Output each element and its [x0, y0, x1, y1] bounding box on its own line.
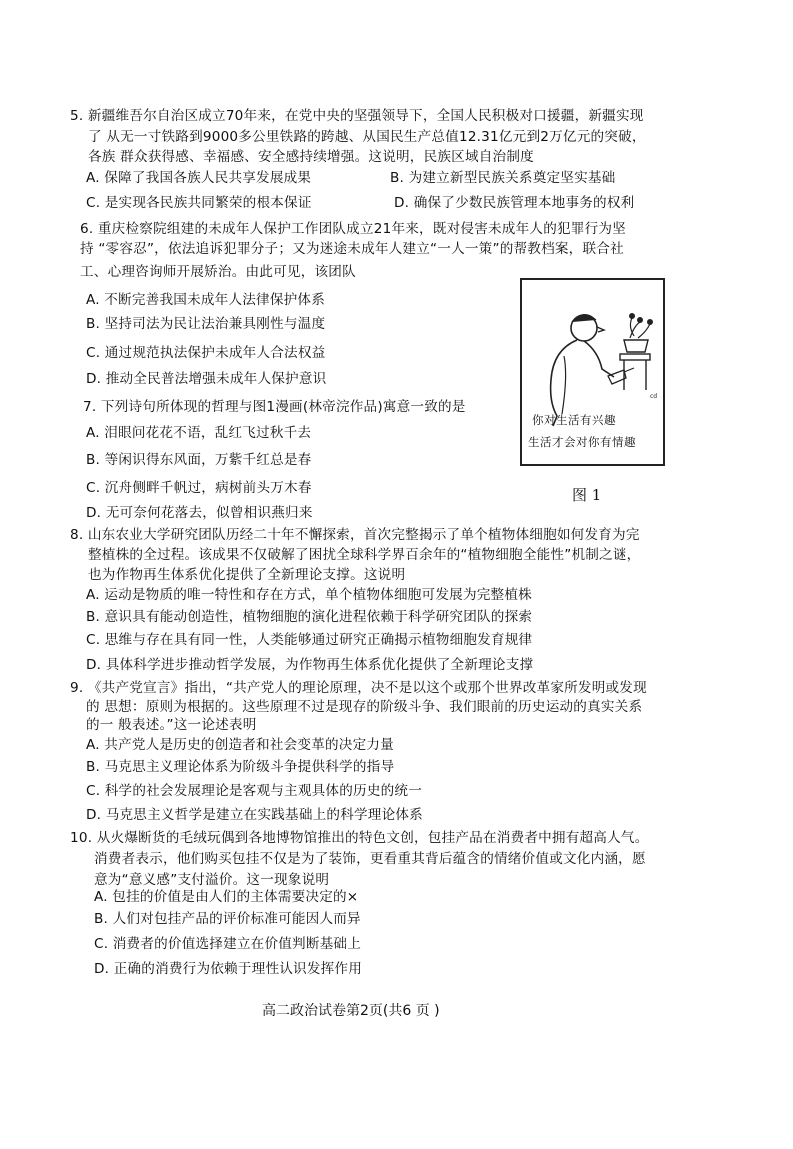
- q6-option-b: B. 坚持司法为民让法治兼具刚性与温度: [86, 316, 326, 332]
- cartoon-figure: [520, 278, 665, 466]
- q10-stem-line-2: 消费者表示，他们购买包挂不仅是为了装饰，更看重其背后蕴含的情绪价值或文化内涵，愿: [94, 851, 646, 867]
- q10-stem-line-1: 10. 从火爆断货的毛绒玩偶到各地博物馆推出的特色文创，包挂产品在消费者中拥有超高人气。: [70, 830, 649, 846]
- q7-option-a: A. 泪眼问花花不语，乱红飞过秋千去: [86, 425, 312, 441]
- q5-option-d: D. 确保了少数民族管理本地事务的权利: [394, 195, 635, 211]
- q8-stem-line-1: 8. 山东农业大学研究团队历经二十年不懈探索，首次完整揭示了单个植物体细胞如何发育为完: [70, 527, 640, 543]
- q9-stem-line-3: 的一 般表述。”这一论述表明: [86, 717, 257, 733]
- q9-option-a: A. 共产党人是历史的创造者和社会变革的决定力量: [86, 737, 394, 753]
- q10-option-d: D. 正确的消费行为依赖于理性认识发挥作用: [94, 961, 362, 977]
- q7-stem: 7. 下列诗句所体现的哲理与图1漫画(林帝浣作品)寓意一致的是: [83, 399, 466, 415]
- q5-stem-line-2: 了 从无一寸铁路到9000多公里铁路的跨越、从国民生产总值12.31亿元到2万亿元的突破，: [88, 129, 646, 145]
- q8-option-b: B. 意识具有能动创造性，植物细胞的演化进程依赖于科学研究团队的探索: [86, 609, 533, 625]
- q5-stem-line-3: 各族 群众获得感、幸福感、安全感持续增强。这说明，民族区域自治制度: [88, 149, 534, 165]
- q8-stem-line-3: 也为作物再生体系优化提供了全新理论支撑。这说明: [88, 567, 406, 583]
- q10-stem-line-3: 意为“意义感”支付溢价。这一现象说明: [94, 872, 330, 888]
- q10-option-a: A. 包挂的价值是由人们的主体需要决定的×: [94, 889, 359, 905]
- q9-stem-line-1: 9. 《共产党宣言》指出，“共产党人的理论原理，决不是以这个或那个世界改革家所发明或发现: [70, 680, 647, 696]
- cartoon-caption-line-2: 生活才会对你有情趣: [528, 435, 636, 449]
- q7-option-b: B. 等闲识得东风面，万紫千红总是春: [86, 452, 312, 468]
- q9-option-c: C. 科学的社会发展理论是客观与主观具体的历史的统一: [86, 783, 422, 799]
- q9-option-b: B. 马克思主义理论体系为阶级斗争提供科学的指导: [86, 759, 395, 775]
- q6-stem-line-3: 工、心理咨询师开展矫治。由此可见，该团队: [80, 264, 356, 280]
- q10-option-b: B. 人们对包挂产品的评价标准可能因人而异: [94, 911, 361, 927]
- q6-stem-line-2: 持 “零容忍”，依法追诉犯罪分子；又为迷途未成年人建立“一人一策”的帮教档案，联合社: [80, 241, 624, 257]
- page-footer: 高二政治试卷第2页(共6 页 ): [262, 1003, 440, 1019]
- q6-option-d: D. 推动全民普法增强未成年人保护意识: [86, 371, 327, 387]
- q7-option-c: C. 沉舟侧畔千帆过，病树前头万木春: [86, 480, 312, 496]
- q5-option-a: A. 保障了我国各族人民共享发展成果: [86, 170, 312, 186]
- cartoon-caption-line-1: 你对生活有兴趣: [532, 413, 616, 427]
- q8-option-a: A. 运动是物质的唯一特性和存在方式，单个植物体细胞可发展为完整植株: [86, 587, 532, 603]
- q8-stem-line-2: 整植株的全过程。该成果不仅破解了困扰全球科学界百余年的“植物细胞全能性”机制之谜，: [88, 547, 641, 563]
- q10-option-c: C. 消费者的价值选择建立在价值判断基础上: [94, 936, 362, 952]
- q6-option-a: A. 不断完善我国未成年人法律保护体系: [86, 292, 326, 308]
- q6-option-c: C. 通过规范执法保护未成年人合法权益: [86, 345, 326, 361]
- q8-option-c: C. 思维与存在具有同一性，人类能够通过研究正确揭示植物细胞发育规律: [86, 632, 533, 648]
- q9-stem-line-2: 的 思想：原则为根据的。这些原理不过是现存的阶级斗争、我们眼前的历史运动的真实关系: [86, 699, 643, 715]
- q9-option-d: D. 马克思主义哲学是建立在实践基础上的科学理论体系: [86, 807, 423, 823]
- figure-caption: 图 1: [572, 486, 602, 504]
- q5-option-c: C. 是实现各民族共同繁荣的根本保证: [86, 195, 312, 211]
- q5-option-b: B. 为建立新型民族关系奠定坚实基础: [390, 170, 616, 186]
- svg-text:cd: cd: [650, 393, 658, 400]
- q5-stem-line-1: 5. 新疆维吾尔自治区成立70年来，在党中央的坚强领导下，全国人民积极对口援疆，新疆实现: [70, 108, 644, 124]
- q8-option-d: D. 具体科学进步推动哲学发展，为作物再生体系优化提供了全新理论支撑: [86, 657, 534, 673]
- q6-stem-line-1: 6. 重庆检察院组建的未成年人保护工作团队成立21年来，既对侵害未成年人的犯罪行为坚: [80, 221, 626, 237]
- q7-option-d: D. 无可奈何花落去，似曾相识燕归来: [86, 505, 313, 521]
